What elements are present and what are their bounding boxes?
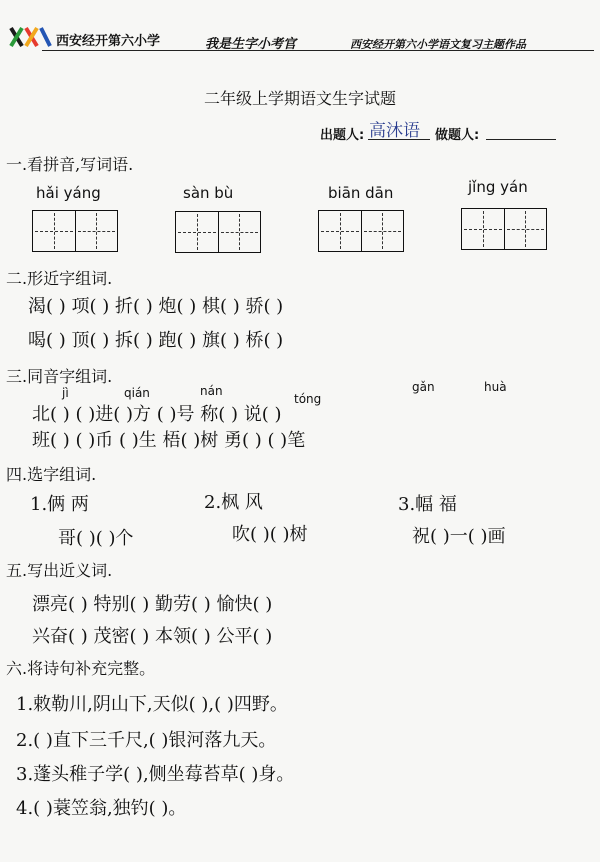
pinyin-4: jǐng yán: [468, 178, 528, 196]
s6-line-1[interactable]: 1.敕勒川,阴山下,天似( ),( )四野。: [16, 694, 288, 715]
s5-row-1[interactable]: 漂亮( ) 特别( ) 勤劳( ) 愉快( ): [32, 594, 273, 615]
section-2-heading: 二.形近字组词.: [6, 269, 113, 288]
writing-box-1[interactable]: [32, 210, 118, 252]
s6-line-3[interactable]: 3.蓬头稚子学( ),侧坐莓苔草( )身。: [16, 764, 295, 785]
s4-option-3: 3.幅 福: [398, 494, 457, 515]
s3-pinyin-gan: gǎn: [412, 380, 435, 394]
author-underline: [368, 139, 430, 140]
s4-row-1a[interactable]: 哥( )( )个: [58, 528, 134, 549]
section-1-heading: 一.看拼音,写词语.: [6, 155, 134, 174]
taker-label: 做题人:: [435, 128, 480, 143]
taker-answer-line[interactable]: [486, 139, 556, 140]
header-slogan: 我是生字小考官: [205, 37, 297, 52]
author-name: 高沐语: [369, 121, 420, 141]
s3-pinyin-tong: tóng: [294, 392, 322, 406]
writing-box-3[interactable]: [318, 210, 404, 252]
s3-row-2[interactable]: 班( ) ( )币 ( )生 梧( )树 勇( ) ( )笔: [32, 430, 306, 451]
section-3-heading: 三.同音字组词.: [6, 367, 113, 386]
s3-pinyin-ji: jì: [62, 386, 69, 400]
pinyin-3: biān dān: [328, 184, 394, 202]
writing-box-2[interactable]: [175, 211, 261, 253]
header-right-text: 西安经开第六小学语文复习主题作品: [350, 38, 526, 51]
page-title: 二年级上学期语文生字试题: [203, 89, 396, 108]
s3-row-1[interactable]: 北( ) ( )进( )方 ( )号 称( ) 说( ): [32, 404, 282, 425]
s4-option-2: 2.枫 风: [204, 492, 263, 513]
school-logo: [8, 24, 52, 50]
s3-pinyin-hua: huà: [484, 380, 507, 394]
s6-line-4[interactable]: 4.( )蓑笠翁,独钓( )。: [16, 798, 187, 819]
s4-row-1b[interactable]: 吹( )( )树: [232, 524, 308, 545]
s3-pinyin-nan: nán: [200, 384, 223, 398]
s4-option-1: 1.俩 两: [30, 494, 89, 515]
writing-box-4[interactable]: [461, 208, 547, 250]
s4-row-1c[interactable]: 祝( )一( )画: [412, 526, 506, 547]
s2-row-1[interactable]: 渴( ) 项( ) 折( ) 炮( ) 棋( ) 骄( ): [28, 296, 284, 317]
s5-row-2[interactable]: 兴奋( ) 茂密( ) 本领( ) 公平( ): [32, 626, 273, 647]
pinyin-1: hǎi yáng: [36, 184, 101, 202]
school-name: 西安经开第六小学: [56, 34, 161, 49]
section-4-heading: 四.选字组词.: [6, 465, 97, 484]
s2-row-2[interactable]: 喝( ) 顶( ) 拆( ) 跑( ) 旗( ) 桥( ): [28, 330, 284, 351]
section-6-heading: 六.将诗句补充完整。: [6, 659, 156, 678]
s3-pinyin-qian: qián: [124, 386, 150, 400]
s6-line-2[interactable]: 2.( )直下三千尺,( )银河落九天。: [16, 730, 277, 751]
section-5-heading: 五.写出近义词.: [6, 561, 113, 580]
author-label: 出题人:: [320, 128, 365, 143]
pinyin-2: sàn bù: [183, 184, 234, 202]
header-divider: [42, 50, 594, 51]
